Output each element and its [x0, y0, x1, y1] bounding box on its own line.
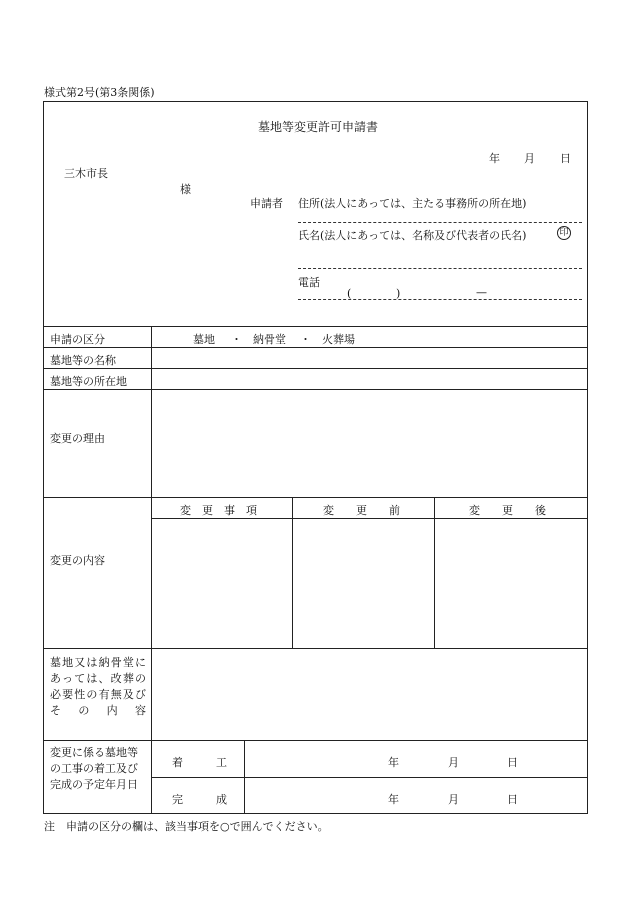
category-option-crematorium[interactable]: 火葬場	[322, 333, 355, 346]
cemetery-location-label: 墓地等の所在地	[50, 375, 127, 388]
change-reason-label: 変更の理由	[50, 432, 105, 445]
date-year: 年	[489, 152, 500, 165]
phone-line	[298, 299, 582, 300]
phone-label: 電話	[298, 276, 320, 289]
change-content-label: 変更の内容	[50, 554, 105, 567]
phone-dash: —	[476, 286, 487, 299]
content-header-after: 変 更 後	[469, 504, 546, 517]
content-header-item: 変 更 事 項	[180, 504, 257, 517]
date-month: 月	[524, 152, 535, 165]
category-separator-1: ・	[231, 333, 242, 346]
seal-mark: 印	[557, 226, 571, 240]
name-label: 氏名(法人にあっては、名称及び代表者の氏名)	[298, 229, 527, 242]
applicant-label: 申請者	[250, 197, 283, 210]
row-line-name-top	[43, 347, 588, 348]
row-line-reburial-top	[43, 648, 588, 649]
addressee-honorific: 様	[180, 183, 191, 196]
col-line-content-1	[292, 497, 293, 648]
phone-close-paren: )	[396, 287, 401, 300]
row-line-content-top	[43, 497, 588, 498]
addressee-mayor: 三木市長	[64, 167, 108, 180]
date-day: 日	[560, 152, 571, 165]
row-line-schedule-top	[43, 740, 588, 741]
name-line	[298, 268, 582, 269]
footnote: 注 申請の区分の欄は、該当事項を○で囲んでください。	[44, 820, 329, 833]
address-line	[298, 222, 582, 223]
cemetery-name-label: 墓地等の名称	[50, 354, 116, 367]
row-line-reason-top	[43, 389, 588, 390]
col-line-label	[151, 326, 152, 814]
form-number: 様式第2号(第3条関係)	[44, 86, 155, 99]
row-line-schedule-mid	[151, 777, 588, 778]
start-month: 月	[448, 756, 459, 769]
start-year: 年	[388, 756, 399, 769]
start-label: 着 工	[172, 756, 227, 769]
form-title: 墓地等変更許可申請書	[258, 120, 379, 134]
category-separator-2: ・	[300, 333, 311, 346]
category-option-cemetery[interactable]: 墓地	[193, 333, 215, 346]
phone-open-paren: (	[347, 287, 352, 300]
content-header-before: 変 更 前	[323, 504, 400, 517]
finish-month: 月	[448, 793, 459, 806]
finish-year: 年	[388, 793, 399, 806]
col-line-content-2	[434, 497, 435, 648]
col-line-schedule	[244, 740, 245, 814]
reburial-label: 墓地又は納骨堂にあっては、改葬の必要性の有無及びその内容	[50, 656, 146, 717]
row-line-category-top	[43, 326, 588, 327]
start-day: 日	[507, 756, 518, 769]
finish-label: 完 成	[172, 793, 227, 806]
category-option-ossuary[interactable]: 納骨堂	[253, 333, 286, 346]
row-line-content-header-bottom	[151, 518, 588, 519]
category-label: 申請の区分	[50, 333, 105, 346]
row-line-location-top	[43, 368, 588, 369]
address-label: 住所(法人にあっては、主たる事務所の所在地)	[298, 197, 527, 210]
schedule-label: 変更に係る墓地等の工事の着工及び完成の予定年月日	[50, 746, 138, 791]
finish-day: 日	[507, 793, 518, 806]
